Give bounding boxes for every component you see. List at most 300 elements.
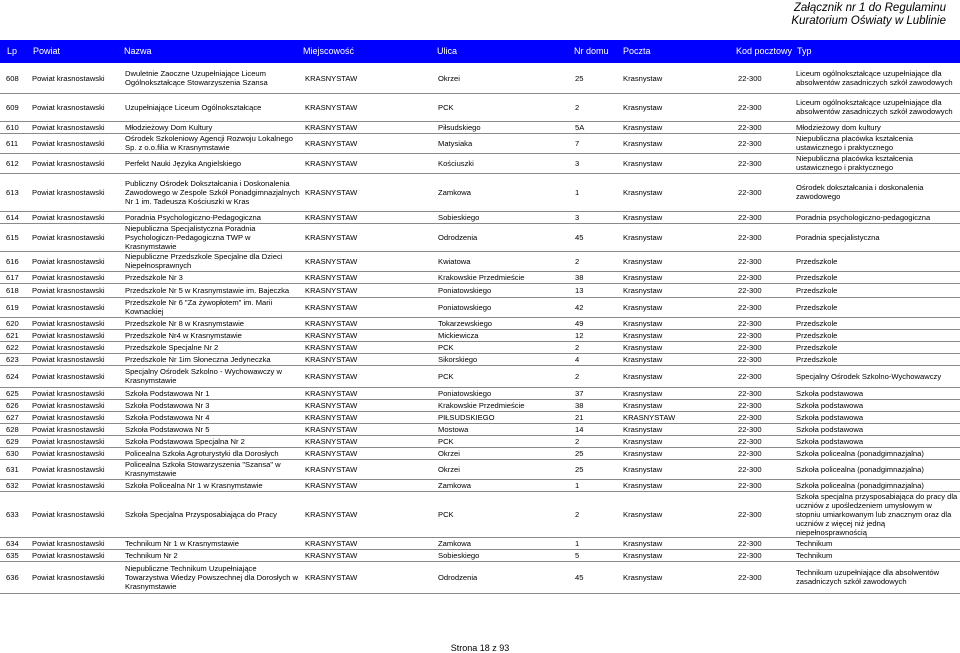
row-nazwa: Szkoła Podstawowa Nr 3 [123,399,303,411]
row-lp: 613 [0,173,30,211]
table-row [0,153,960,173]
row-powiat: Powiat krasnostawski [30,283,123,297]
row-miejscowosc: KRASNYSTAW [303,251,436,271]
row-ulica: Tokarzewskiego [436,317,573,329]
row-miejscowosc: KRASNYSTAW [303,133,436,153]
row-kod: 22-300 [736,317,794,329]
row-nr-domu: 2 [573,341,621,353]
row-nr-domu: 38 [573,399,621,411]
row-miejscowosc: KRASNYSTAW [303,271,436,283]
row-lp: 609 [0,93,30,121]
row-kod: 22-300 [736,153,794,173]
row-nr-domu: 1 [573,173,621,211]
row-kod: 22-300 [736,64,794,93]
row-typ: Poradnia specjalistyczna [794,223,960,251]
row-kod: 22-300 [736,537,794,549]
row-poczta: Krasnystaw [621,283,736,297]
row-miejscowosc: KRASNYSTAW [303,64,436,93]
row-miejscowosc: KRASNYSTAW [303,447,436,459]
row-nazwa: Szkoła Specjalna Przysposabiająca do Pracy [123,491,303,537]
row-nazwa: Przedszkole Nr 6 "Za żywopłotem" im. Marii Kownackiej [123,297,303,317]
row-lp: 614 [0,211,30,223]
row-powiat: Powiat krasnostawski [30,549,123,561]
row-powiat: Powiat krasnostawski [30,153,123,173]
row-typ: Przedszkole [794,353,960,365]
row-poczta: Krasnystaw [621,491,736,537]
row-miejscowosc: KRASNYSTAW [303,297,436,317]
row-kod: 22-300 [736,549,794,561]
row-kod: 22-300 [736,223,794,251]
row-powiat: Powiat krasnostawski [30,411,123,423]
row-miejscowosc: KRASNYSTAW [303,211,436,223]
row-ulica: PCK [436,365,573,387]
row-poczta: Krasnystaw [621,211,736,223]
row-typ: Poradnia psychologiczno-pedagogiczna [794,211,960,223]
row-nr-domu: 45 [573,561,621,593]
table-row [0,423,960,435]
row-typ: Technikum uzupełniające dla absolwentów zasadniczych szkół zawodowych [794,561,960,593]
table-row [0,297,960,317]
row-nr-domu: 21 [573,411,621,423]
row-poczta: Krasnystaw [621,64,736,93]
col-poczta: Poczta [623,46,651,56]
row-lp: 615 [0,223,30,251]
row-kod: 22-300 [736,561,794,593]
schools-table [0,64,960,594]
row-lp: 631 [0,459,30,479]
row-ulica: Zamkowa [436,173,573,211]
row-miejscowosc: KRASNYSTAW [303,353,436,365]
row-lp: 612 [0,153,30,173]
row-miejscowosc: KRASNYSTAW [303,365,436,387]
row-typ: Młodzieżowy dom kultury [794,121,960,133]
table-row [0,561,960,593]
row-kod: 22-300 [736,211,794,223]
row-lp: 624 [0,365,30,387]
row-powiat: Powiat krasnostawski [30,341,123,353]
row-poczta: Krasnystaw [621,399,736,411]
table-row [0,64,960,93]
row-powiat: Powiat krasnostawski [30,459,123,479]
row-nazwa: Przedszkole Nr 3 [123,271,303,283]
row-ulica: PCK [436,491,573,537]
row-ulica: Kościuszki [436,153,573,173]
row-ulica: Sikorskiego [436,353,573,365]
row-nazwa: Szkoła Policealna Nr 1 w Krasnymstawie [123,479,303,491]
row-nazwa: Perfekt Nauki Języka Angielskiego [123,153,303,173]
row-nazwa: Niepubliczne Technikum Uzupełniające Towarzystwa Wiedzy Powszechnej dla Dorosłych w Krasnymstawie [123,561,303,593]
row-nazwa: Przedszkole Nr4 w Krasnymstawie [123,329,303,341]
row-miejscowosc: KRASNYSTAW [303,173,436,211]
row-poczta: Krasnystaw [621,387,736,399]
row-ulica: PCK [436,93,573,121]
row-poczta: Krasnystaw [621,479,736,491]
row-powiat: Powiat krasnostawski [30,329,123,341]
row-nazwa: Przedszkole Nr 8 w Krasnymstawie [123,317,303,329]
row-nr-domu: 5 [573,549,621,561]
row-typ: Przedszkole [794,341,960,353]
row-nr-domu: 45 [573,223,621,251]
row-miejscowosc: KRASNYSTAW [303,561,436,593]
table-row [0,491,960,537]
table-row [0,251,960,271]
row-lp: 620 [0,317,30,329]
row-poczta: Krasnystaw [621,133,736,153]
table-row [0,271,960,283]
table-row [0,549,960,561]
row-ulica: Odrodzenia [436,223,573,251]
row-poczta: Krasnystaw [621,251,736,271]
row-typ: Technikum [794,537,960,549]
row-poczta: Krasnystaw [621,317,736,329]
row-kod: 22-300 [736,479,794,491]
row-kod: 22-300 [736,491,794,537]
row-powiat: Powiat krasnostawski [30,365,123,387]
col-nr-domu: Nr domu [574,46,609,56]
row-poczta: KRASNYSTAW [621,411,736,423]
row-typ: Liceum ogólnokształcące uzupełniające dla absolwentów zasadniczych szkół zawodowych [794,64,960,93]
table-row [0,399,960,411]
table-row [0,121,960,133]
row-miejscowosc: KRASNYSTAW [303,435,436,447]
row-poczta: Krasnystaw [621,297,736,317]
table-row [0,223,960,251]
row-miejscowosc: KRASNYSTAW [303,329,436,341]
row-nr-domu: 42 [573,297,621,317]
row-nr-domu: 2 [573,435,621,447]
column-header-bar [0,40,960,63]
row-lp: 626 [0,399,30,411]
col-kod-pocztowy: Kod pocztowy [736,46,793,56]
row-nazwa: Szkoła Podstawowa Nr 4 [123,411,303,423]
row-kod: 22-300 [736,459,794,479]
row-kod: 22-300 [736,411,794,423]
row-poczta: Krasnystaw [621,423,736,435]
row-nr-domu: 1 [573,537,621,549]
row-typ: Ośrodek dokształcania i doskonalenia zawodowego [794,173,960,211]
row-miejscowosc: KRASNYSTAW [303,399,436,411]
row-miejscowosc: KRASNYSTAW [303,411,436,423]
row-lp: 633 [0,491,30,537]
row-kod: 22-300 [736,93,794,121]
row-lp: 616 [0,251,30,271]
row-powiat: Powiat krasnostawski [30,223,123,251]
row-miejscowosc: KRASNYSTAW [303,423,436,435]
row-nazwa: Technikum Nr 1 w Krasnymstawie [123,537,303,549]
row-nr-domu: 13 [573,283,621,297]
row-nr-domu: 49 [573,317,621,329]
row-ulica: Okrzei [436,64,573,93]
row-poczta: Krasnystaw [621,459,736,479]
table-row [0,365,960,387]
row-nr-domu: 7 [573,133,621,153]
row-powiat: Powiat krasnostawski [30,271,123,283]
row-powiat: Powiat krasnostawski [30,561,123,593]
row-kod: 22-300 [736,283,794,297]
table-row [0,341,960,353]
row-typ: Szkoła policealna (ponadgimnazjalna) [794,459,960,479]
row-poczta: Krasnystaw [621,341,736,353]
table-row [0,329,960,341]
office-name: Kuratorium Oświaty w Lublinie [791,15,946,27]
row-lp: 611 [0,133,30,153]
row-typ: Przedszkole [794,283,960,297]
row-powiat: Powiat krasnostawski [30,133,123,153]
row-miejscowosc: KRASNYSTAW [303,491,436,537]
row-lp: 635 [0,549,30,561]
row-miejscowosc: KRASNYSTAW [303,283,436,297]
row-poczta: Krasnystaw [621,353,736,365]
row-miejscowosc: KRASNYSTAW [303,549,436,561]
row-miejscowosc: KRASNYSTAW [303,537,436,549]
row-ulica: Odrodzenia [436,561,573,593]
row-nazwa: Poradnia Psychologiczno-Pedagogiczna [123,211,303,223]
row-ulica: Krakowskie Przedmieście [436,399,573,411]
row-nazwa: Młodzieżowy Dom Kultury [123,121,303,133]
table-row [0,317,960,329]
table-row [0,537,960,549]
row-ulica: Poniatowskiego [436,387,573,399]
row-lp: 623 [0,353,30,365]
row-kod: 22-300 [736,365,794,387]
row-typ: Specjalny Ośrodek Szkolno-Wychowawczy [794,365,960,387]
row-nazwa: Szkoła Podstawowa Nr 5 [123,423,303,435]
row-poczta: Krasnystaw [621,549,736,561]
row-lp: 618 [0,283,30,297]
row-powiat: Powiat krasnostawski [30,121,123,133]
row-lp: 628 [0,423,30,435]
row-nr-domu: 38 [573,271,621,283]
row-nr-domu: 25 [573,447,621,459]
row-ulica: Mickiewicza [436,329,573,341]
row-typ: Technikum [794,549,960,561]
row-nazwa: Niepubliczne Przedszkole Specjalne dla Dzieci Niepełnosprawnych [123,251,303,271]
row-typ: Przedszkole [794,271,960,283]
row-typ: Przedszkole [794,317,960,329]
row-lp: 634 [0,537,30,549]
row-powiat: Powiat krasnostawski [30,435,123,447]
row-nazwa: Ośrodek Szkoleniowy Agencji Rozwoju Lokalnego Sp. z o.o.filia w Krasnymstawie [123,133,303,153]
row-nr-domu: 2 [573,93,621,121]
row-lp: 610 [0,121,30,133]
row-kod: 22-300 [736,435,794,447]
row-powiat: Powiat krasnostawski [30,491,123,537]
row-lp: 627 [0,411,30,423]
row-powiat: Powiat krasnostawski [30,353,123,365]
row-ulica: PCK [436,435,573,447]
row-ulica: Matysiaka [436,133,573,153]
row-typ: Szkoła policealna (ponadgimnazjalna) [794,447,960,459]
row-miejscowosc: KRASNYSTAW [303,121,436,133]
row-poczta: Krasnystaw [621,537,736,549]
row-typ: Szkoła policealna (ponadgimnazjalna) [794,479,960,491]
row-nr-domu: 3 [573,153,621,173]
row-miejscowosc: KRASNYSTAW [303,153,436,173]
row-kod: 22-300 [736,353,794,365]
row-ulica: Piłsudskiego [436,121,573,133]
row-kod: 22-300 [736,271,794,283]
row-lp: 619 [0,297,30,317]
table-row [0,459,960,479]
row-kod: 22-300 [736,399,794,411]
col-miejscowosc: Miejscowość [303,46,355,56]
row-kod: 22-300 [736,297,794,317]
row-miejscowosc: KRASNYSTAW [303,459,436,479]
row-powiat: Powiat krasnostawski [30,537,123,549]
row-ulica: Poniatowskiego [436,297,573,317]
row-lp: 608 [0,64,30,93]
col-nazwa: Nazwa [124,46,152,56]
row-typ: Liceum ogólnokształcące uzupełniające dla absolwentów zasadniczych szkół zawodowych [794,93,960,121]
row-ulica: Krakowskie Przedmieście [436,271,573,283]
row-miejscowosc: KRASNYSTAW [303,341,436,353]
row-nazwa: Technikum Nr 2 [123,549,303,561]
row-poczta: Krasnystaw [621,365,736,387]
row-poczta: Krasnystaw [621,173,736,211]
row-powiat: Powiat krasnostawski [30,64,123,93]
row-typ: Szkoła specjalna przysposabiająca do pracy dla uczniów z upośledzeniem umysłowym w stopniu umiarkowanym lub znacznym oraz dla uczniów z więcej niż jedną niepełnosprawnością [794,491,960,537]
table-row [0,353,960,365]
table-row [0,173,960,211]
row-powiat: Powiat krasnostawski [30,173,123,211]
row-ulica: PCK [436,341,573,353]
row-nr-domu: 37 [573,387,621,399]
row-nazwa: Dwuletnie Zaoczne Uzupełniające Liceum Ogólnokształcące Stowarzyszenia Szansa [123,64,303,93]
row-powiat: Powiat krasnostawski [30,399,123,411]
row-kod: 22-300 [736,447,794,459]
row-nazwa: Przedszkole Specjalne Nr 2 [123,341,303,353]
row-poczta: Krasnystaw [621,329,736,341]
row-nazwa: Specjalny Ośrodek Szkolno - Wychowawczy w Krasnymstawie [123,365,303,387]
row-kod: 22-300 [736,329,794,341]
row-lp: 621 [0,329,30,341]
row-nr-domu: 25 [573,64,621,93]
row-nr-domu: 1 [573,479,621,491]
row-miejscowosc: KRASNYSTAW [303,93,436,121]
row-nr-domu: 5A [573,121,621,133]
row-nr-domu: 4 [573,353,621,365]
table-row [0,283,960,297]
row-typ: Przedszkole [794,329,960,341]
row-ulica: Sobieskiego [436,211,573,223]
row-powiat: Powiat krasnostawski [30,317,123,329]
row-poczta: Krasnystaw [621,447,736,459]
row-nr-domu: 2 [573,491,621,537]
table-row [0,435,960,447]
row-nazwa: Przedszkole Nr 1im Słoneczna Jedyneczka [123,353,303,365]
row-miejscowosc: KRASNYSTAW [303,317,436,329]
row-ulica: Zamkowa [436,537,573,549]
row-nazwa: Niepubliczna Specjalistyczna Poradnia Psychologiczn-Pedagogiczna TWP w Krasnymstawie [123,223,303,251]
col-ulica: Ulica [437,46,458,56]
table-row [0,133,960,153]
row-nazwa: Policealna Szkoła Agroturystyki dla Dorosłych [123,447,303,459]
table-row [0,93,960,121]
row-nr-domu: 3 [573,211,621,223]
row-nr-domu: 25 [573,459,621,479]
row-ulica: Zamkowa [436,479,573,491]
row-ulica: Okrzei [436,459,573,479]
row-powiat: Powiat krasnostawski [30,93,123,121]
table-row [0,479,960,491]
row-powiat: Powiat krasnostawski [30,447,123,459]
document-header [791,2,946,28]
row-typ: Niepubliczna placówka kształcenia ustawicznego i praktycznego [794,153,960,173]
row-poczta: Krasnystaw [621,153,736,173]
row-nazwa: Policealna Szkoła Stowarzyszenia "Szansa" w Krasnymstawie [123,459,303,479]
table-row [0,211,960,223]
row-powiat: Powiat krasnostawski [30,251,123,271]
row-lp: 636 [0,561,30,593]
row-nazwa: Przedszkole Nr 5 w Krasnymstawie im. Bajeczka [123,283,303,297]
row-lp: 617 [0,271,30,283]
row-nr-domu: 2 [573,251,621,271]
row-powiat: Powiat krasnostawski [30,479,123,491]
row-nazwa: Uzupełniające Liceum Ogólnokształcące [123,93,303,121]
row-typ: Szkoła podstawowa [794,387,960,399]
row-powiat: Powiat krasnostawski [30,387,123,399]
row-kod: 22-300 [736,121,794,133]
row-typ: Szkoła podstawowa [794,423,960,435]
row-powiat: Powiat krasnostawski [30,423,123,435]
row-typ: Niepubliczna placówka kształcenia ustawicznego i praktycznego [794,133,960,153]
row-nr-domu: 12 [573,329,621,341]
row-lp: 629 [0,435,30,447]
row-ulica: PIŁSUDSKIEGO [436,411,573,423]
row-powiat: Powiat krasnostawski [30,211,123,223]
row-ulica: Kwiatowa [436,251,573,271]
row-powiat: Powiat krasnostawski [30,297,123,317]
row-nazwa: Szkoła Podstawowa Nr 1 [123,387,303,399]
row-nazwa: Szkoła Podstawowa Specjalna Nr 2 [123,435,303,447]
row-ulica: Sobieskiego [436,549,573,561]
row-poczta: Krasnystaw [621,561,736,593]
row-kod: 22-300 [736,173,794,211]
table-row [0,447,960,459]
row-poczta: Krasnystaw [621,271,736,283]
row-poczta: Krasnystaw [621,93,736,121]
row-nazwa: Publiczny Ośrodek Dokształcania i Doskonalenia Zawodowego w Zespole Szkół Ponadgimnazjalnych Nr 1 im. Tadeusza Kościuszki w Kras [123,173,303,211]
row-lp: 622 [0,341,30,353]
row-typ: Szkoła podstawowa [794,399,960,411]
col-powiat: Powiat [33,46,61,56]
row-nr-domu: 14 [573,423,621,435]
row-kod: 22-300 [736,423,794,435]
row-ulica: Okrzei [436,447,573,459]
row-lp: 625 [0,387,30,399]
row-poczta: Krasnystaw [621,121,736,133]
row-nr-domu: 2 [573,365,621,387]
row-poczta: Krasnystaw [621,435,736,447]
row-typ: Przedszkole [794,297,960,317]
col-typ: Typ [797,46,812,56]
annex-title: Załącznik nr 1 do Regulaminu [793,2,946,14]
row-typ: Szkoła podstawowa [794,411,960,423]
row-lp: 632 [0,479,30,491]
row-ulica: Poniatowskiego [436,283,573,297]
row-kod: 22-300 [736,387,794,399]
row-typ: Szkoła podstawowa [794,435,960,447]
page-number: Strona 18 z 93 [450,643,510,653]
row-kod: 22-300 [736,251,794,271]
row-miejscowosc: KRASNYSTAW [303,223,436,251]
row-kod: 22-300 [736,341,794,353]
row-poczta: Krasnystaw [621,223,736,251]
row-ulica: Mostowa [436,423,573,435]
table-row [0,387,960,399]
table-row [0,411,960,423]
row-miejscowosc: KRASNYSTAW [303,479,436,491]
